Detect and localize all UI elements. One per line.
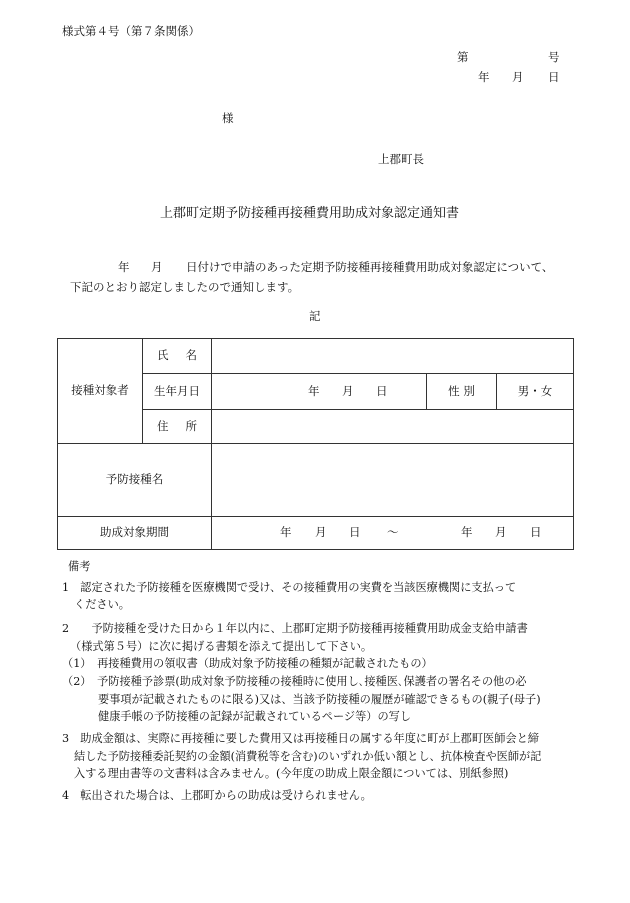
- note-3-line-1: 3 助成金額は、実際に再接種に要した費用又は再接種日の属する年度に町が上郡町医師会と締: [62, 732, 539, 745]
- form-number: 様式第４号（第７条関係）: [62, 24, 200, 38]
- period-end-year: 年: [461, 525, 473, 540]
- name-field[interactable]: [212, 339, 573, 373]
- addressee-sama: 様: [222, 111, 234, 125]
- address-field[interactable]: [212, 410, 573, 443]
- note-4: 4 転出された場合は、上郡町からの助成は受けられません。: [62, 789, 372, 802]
- birth-day-label: 日: [376, 383, 388, 398]
- intro-year: 年: [118, 260, 130, 274]
- period-field[interactable]: [212, 517, 573, 549]
- note-1-line-1: 1 認定された予防接種を医療機関で受け、その接種費用の実費を当該医療機関に支払って: [62, 581, 517, 594]
- subject-label: 接種対象者: [71, 383, 129, 398]
- address-label: [143, 410, 211, 443]
- intro-line2: 下記のとおり認定しましたので通知します。: [70, 280, 300, 294]
- sex-label: 性 別: [448, 383, 475, 398]
- document-title: 上郡町定期予防接種再接種費用助成対象認定通知書: [160, 206, 460, 221]
- period-start-year: 年: [280, 525, 292, 540]
- ki-label: 記: [309, 309, 321, 323]
- note-2-item-2-line-1: （2） 予防接種予診票(助成対象予防接種の接種時に使用し､接種医､保護者の署名その他の必: [62, 675, 527, 688]
- name-label-char-1: 氏: [157, 348, 169, 363]
- intro-line1: 日付けで申請のあった定期予防接種再接種費用助成対象認定について、: [186, 260, 554, 274]
- note-2-line-1: 2 予防接種を受けた日から１年以内に、上郡町定期予防接種再接種費用助成金支給申請書: [62, 622, 528, 635]
- name-label: [143, 339, 211, 373]
- sex-options[interactable]: 男・女: [517, 383, 553, 398]
- vaccine-field[interactable]: [212, 444, 573, 516]
- birthdate-field[interactable]: [212, 374, 426, 409]
- address-label-char-2: 所: [185, 418, 197, 433]
- issuer: 上郡町長: [378, 152, 424, 166]
- birthdate-label: 生年月日: [154, 383, 200, 398]
- period-end-month: 月: [495, 525, 507, 540]
- birth-year-label: 年: [308, 383, 320, 398]
- vaccine-label: 予防接種名: [105, 472, 164, 487]
- note-3-line-3: 入する理由書等の文書料は含みません。(今年度の助成上限金額については、別紙参照): [74, 767, 509, 780]
- date-month: 月: [512, 70, 524, 84]
- note-2-item-1: （1） 再接種費用の領収書（助成対象予防接種の種類が記載されたもの）: [62, 657, 433, 670]
- address-label-char-1: 住: [157, 418, 169, 433]
- date-day: 日: [548, 70, 560, 84]
- period-label: 助成対象期間: [100, 525, 169, 540]
- note-2-line-2: （様式第５号）に次に掲げる書類を添えて提出して下さい。: [70, 640, 373, 653]
- notes-heading: 備考: [68, 560, 91, 573]
- intro-month: 月: [151, 260, 163, 274]
- period-end-day: 日: [530, 525, 542, 540]
- period-tilde: ～: [387, 525, 399, 540]
- period-start-day: 日: [349, 525, 361, 540]
- date-year: 年: [478, 70, 490, 84]
- note-2-item-2-line-3: 健康手帳の予防接種の記録が記載されているページ等）の写し: [98, 710, 412, 723]
- note-2-item-2-line-2: 要事項が記載されたものに限る)又は、当該予防接種の履歴が確認できるもの(親子(母子): [98, 693, 541, 706]
- doc-number-go: 号: [548, 50, 560, 64]
- period-start-month: 月: [315, 525, 327, 540]
- doc-number-dai: 第: [457, 50, 469, 64]
- name-label-char-2: 名: [185, 348, 197, 363]
- note-3-line-2: 結した予防接種委託契約の金額(消費税等を含む)のいずれか低い額とし、抗体検査や医師が記: [74, 750, 542, 763]
- note-1-line-2: ください。: [74, 598, 130, 611]
- birth-month-label: 月: [342, 383, 354, 398]
